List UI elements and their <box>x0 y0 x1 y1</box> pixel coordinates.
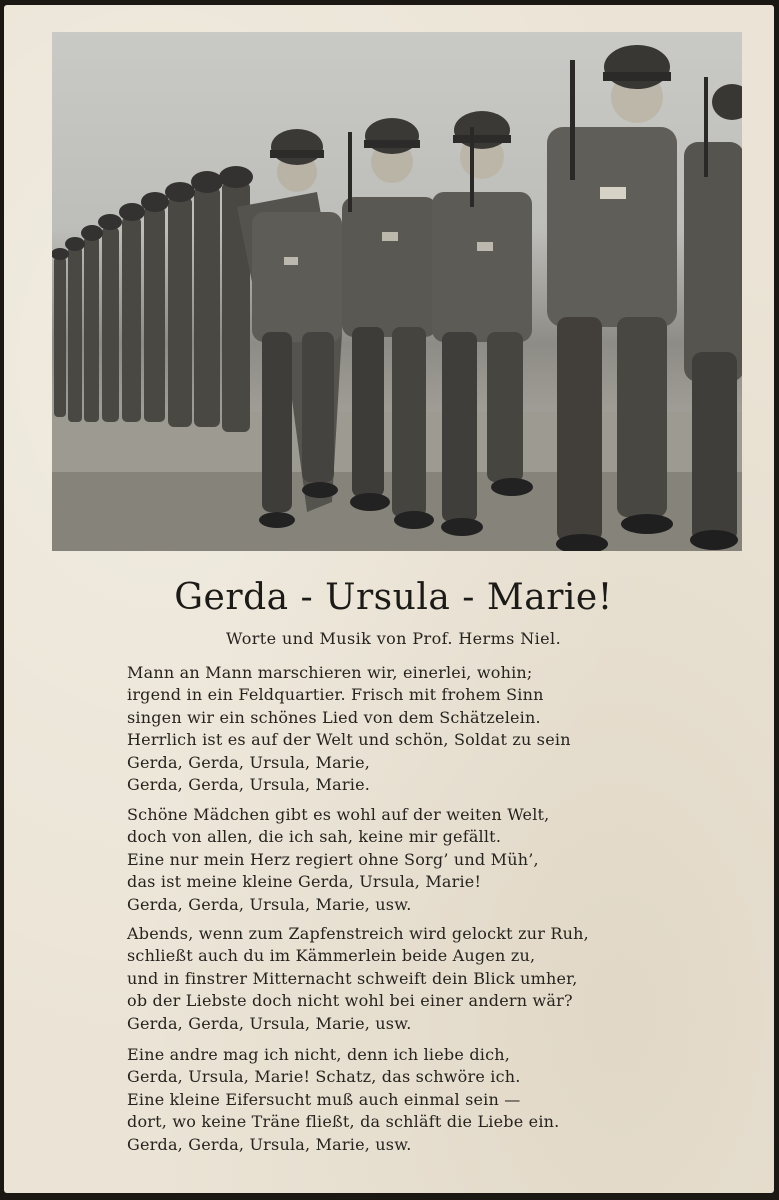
verse-line: Mann an Mann marschieren wir, einerlei, wohin; <box>127 663 533 682</box>
verse-line: Gerda, Gerda, Ursula, Marie, usw. <box>127 1134 412 1154</box>
verse-line: und in finstrer Mitternacht schweift dein Blick umher, <box>127 968 578 988</box>
verse-line: Gerda, Gerda, Ursula, Marie, usw. <box>127 894 412 914</box>
verse-line: Abends, wenn zum Zapfenstreich wird gelockt zur Ruh, <box>127 924 589 943</box>
verse-line: irgend in ein Feldquartier. Frisch mit frohem Sinn <box>127 685 544 705</box>
verse-3 <box>127 923 687 1035</box>
verse-2 <box>127 804 687 916</box>
verse-line: Gerda, Gerda, Ursula, Marie. <box>127 775 371 795</box>
song-credits: Worte und Musik von Prof. Herms Niel. <box>225 629 562 648</box>
verse-line: Eine kleine Eifersucht muß auch einmal sein — <box>127 1089 521 1109</box>
verse-line: schließt auch du im Kämmerlein beide Augen zu, <box>127 946 536 966</box>
verse-1 <box>127 662 687 796</box>
postcard <box>4 5 774 1193</box>
soldiers-photo <box>52 32 742 551</box>
verse-line: Gerda, Gerda, Ursula, Marie, <box>127 752 371 772</box>
verse-line: Herrlich ist es auf der Welt und schön, Soldat zu sein <box>127 730 571 750</box>
verse-line: das ist meine kleine Gerda, Ursula, Marie! <box>127 872 482 892</box>
verse-line: Eine andre mag ich nicht, denn ich liebe dich, <box>127 1045 511 1064</box>
verse-line: ob der Liebste doch nicht wohl bei einer andern wär? <box>127 991 573 1011</box>
verse-line: Eine nur mein Herz regiert ohne Sorg’ und Müh’, <box>127 849 539 869</box>
verse-line: Gerda, Ursula, Marie! Schatz, das schwöre ich. <box>127 1067 521 1087</box>
verse-line: dort, wo keine Träne fließt, da schläft die Liebe ein. <box>127 1112 560 1132</box>
verse-line: Schöne Mädchen gibt es wohl auf der weiten Welt, <box>127 805 550 824</box>
verse-line: doch von allen, die ich sah, keine mir gefällt. <box>127 827 502 847</box>
marching-soldiers-illustration <box>52 32 742 551</box>
verse-line: Gerda, Gerda, Ursula, Marie, usw. <box>127 1013 412 1033</box>
verse-4 <box>127 1044 687 1156</box>
verse-line: singen wir ein schönes Lied von dem Schätzelein. <box>127 707 541 727</box>
song-title: Gerda - Ursula - Marie! <box>174 577 613 618</box>
